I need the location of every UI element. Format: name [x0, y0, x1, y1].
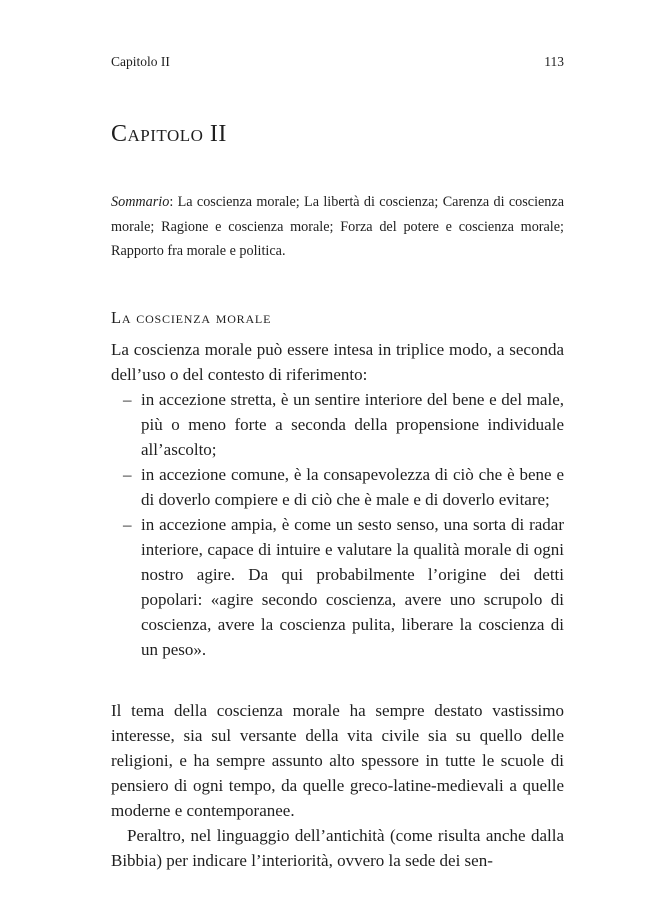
list-dash: – — [123, 465, 132, 484]
running-head-title: Capitolo II — [111, 54, 170, 69]
paragraph-intro: La coscienza morale può essere intesa in triplice modo, a seconda dell’uso o del contesto di riferimento: — [111, 340, 564, 384]
list-item-text: in accezione ampia, è come un sesto senso, una sorta di radar interiore, capace di intuire e valutare la qualità morale di ogni nostro agire. Da qui probabilmente l’origine dei detti popolari: «agire secondo coscienza, avere uno scrupolo di coscienza, avere la coscienza pulita, liberare la coscienza di un peso». — [141, 515, 564, 659]
definition-list — [111, 387, 564, 662]
paragraph-peraltro: Peraltro, nel linguaggio dell’antichità (come risulta anche dalla Bibbia) per indicare l’interiorità, ovvero la sede dei sen- — [111, 826, 564, 870]
list-item-text: in accezione comune, è la consapevolezza di ciò che è bene e di doverlo compiere e di ciò che è male e di doverlo evitare; — [141, 465, 564, 509]
chapter-summary — [111, 190, 564, 264]
list-dash: – — [123, 515, 132, 534]
list-item — [111, 387, 564, 462]
paragraph-theme: Il tema della coscienza morale ha sempre destato vastissimo interesse, sia sul versante della vita civile sia su quello delle religioni, e ha sempre assunto alto spessore in tutte le scuole di pensiero di ogni tempo, da quelle greco-latine-medievali a quelle moderne e contemporanee. — [111, 701, 564, 820]
chapter-title: Capitolo II — [111, 121, 227, 147]
section-title: La coscienza morale — [111, 308, 272, 327]
summary-text: : La coscienza morale; La libertà di coscienza; Carenza di coscienza morale; Ragione e coscienza morale; Forza del potere e coscienza morale; Rapporto fra morale e politica. — [111, 194, 564, 259]
page-number: 113 — [544, 54, 564, 69]
summary-label: Sommario — [111, 194, 170, 210]
list-dash: – — [123, 390, 132, 409]
book-page — [111, 0, 564, 922]
list-item — [111, 512, 564, 662]
list-item — [111, 462, 564, 512]
list-item-text: in accezione stretta, è un sentire interiore del bene e del male, più o meno forte a seconda della propensione individuale all’ascolto; — [141, 390, 564, 459]
